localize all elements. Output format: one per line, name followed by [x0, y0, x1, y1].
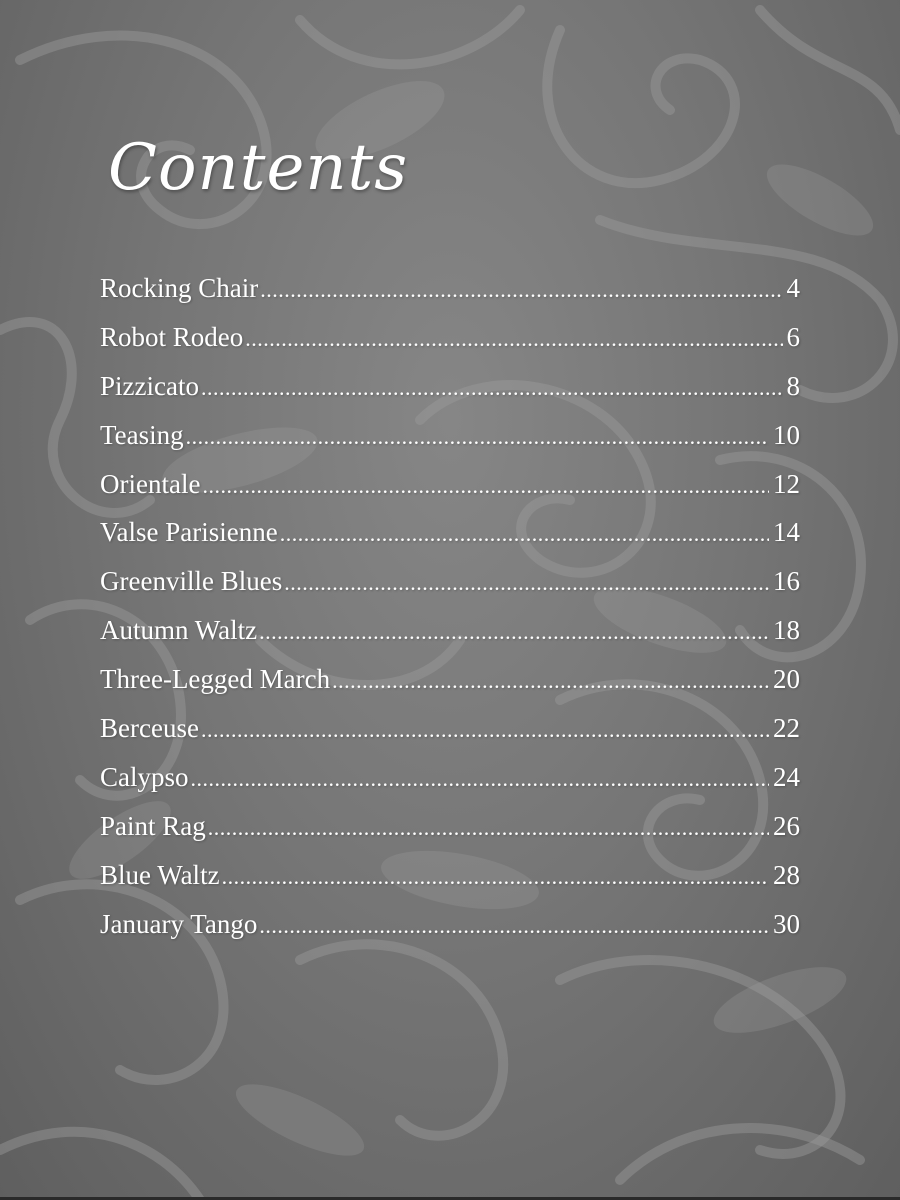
toc-entry-page: 6 [786, 321, 800, 352]
toc-dot-leader [332, 668, 769, 694]
toc-entry-page: 20 [773, 664, 800, 695]
toc-dot-leader [202, 473, 769, 499]
toc-entry [100, 420, 800, 469]
toc-entry [100, 762, 800, 811]
toc-entry-page: 4 [786, 273, 800, 303]
toc-entry-title: Rocking Chair [100, 273, 259, 303]
toc-entry-page: 12 [773, 468, 800, 499]
toc-entry [100, 713, 800, 762]
toc-entry [100, 273, 800, 322]
toc-entry [100, 517, 800, 566]
toc-entry-page: 28 [773, 859, 800, 890]
toc-dot-leader [201, 717, 769, 743]
toc-dot-leader [222, 864, 769, 890]
toc-entry-title: Calypso [100, 761, 189, 792]
toc-entry-page: 16 [773, 566, 800, 597]
toc-entry [100, 322, 800, 371]
toc-dot-leader [280, 521, 769, 547]
toc-entry-page: 10 [773, 419, 800, 450]
toc-dot-leader [208, 815, 769, 841]
toc-entry [100, 860, 800, 909]
toc-entry-title: Teasing [100, 419, 184, 450]
toc-entry [100, 566, 800, 615]
toc-entry-page: 24 [773, 761, 800, 792]
toc-entry-page: 8 [786, 370, 800, 401]
toc-dot-leader [201, 375, 783, 401]
toc-dot-leader [259, 913, 769, 939]
toc-dot-leader [259, 619, 769, 645]
toc-entry-title: Paint Rag [100, 810, 206, 841]
toc-dot-leader [245, 326, 782, 352]
toc-entry-page: 22 [773, 713, 800, 744]
toc-entry-title: Berceuse [100, 713, 199, 744]
toc-dot-leader [191, 766, 769, 792]
toc-entry-page: 26 [773, 810, 800, 841]
page-title: Contents [108, 131, 409, 205]
toc-entry-title: Robot Rodeo [100, 321, 244, 352]
table-of-contents [100, 273, 800, 957]
toc-entry-title: Pizzicato [100, 370, 199, 401]
toc-dot-leader [186, 424, 769, 450]
toc-entry [100, 909, 800, 958]
toc-entry-title: January Tango [100, 908, 258, 939]
toc-entry [100, 811, 800, 860]
toc-entry [100, 469, 800, 518]
toc-entry-title: Autumn Waltz [100, 615, 258, 646]
toc-entry-title: Greenville Blues [100, 566, 283, 597]
toc-entry [100, 371, 800, 420]
toc-entry-title: Orientale [100, 468, 201, 499]
toc-entry [100, 664, 800, 713]
toc-dot-leader [284, 570, 769, 596]
toc-entry-title: Blue Waltz [100, 859, 220, 890]
toc-entry [100, 615, 800, 664]
toc-entry-page: 18 [773, 615, 800, 646]
toc-dot-leader [260, 277, 782, 303]
toc-entry-title: Valse Parisienne [100, 517, 278, 548]
toc-entry-page: 14 [773, 517, 800, 548]
toc-entry-title: Three-Legged March [100, 664, 331, 695]
toc-entry-page: 30 [773, 908, 800, 939]
